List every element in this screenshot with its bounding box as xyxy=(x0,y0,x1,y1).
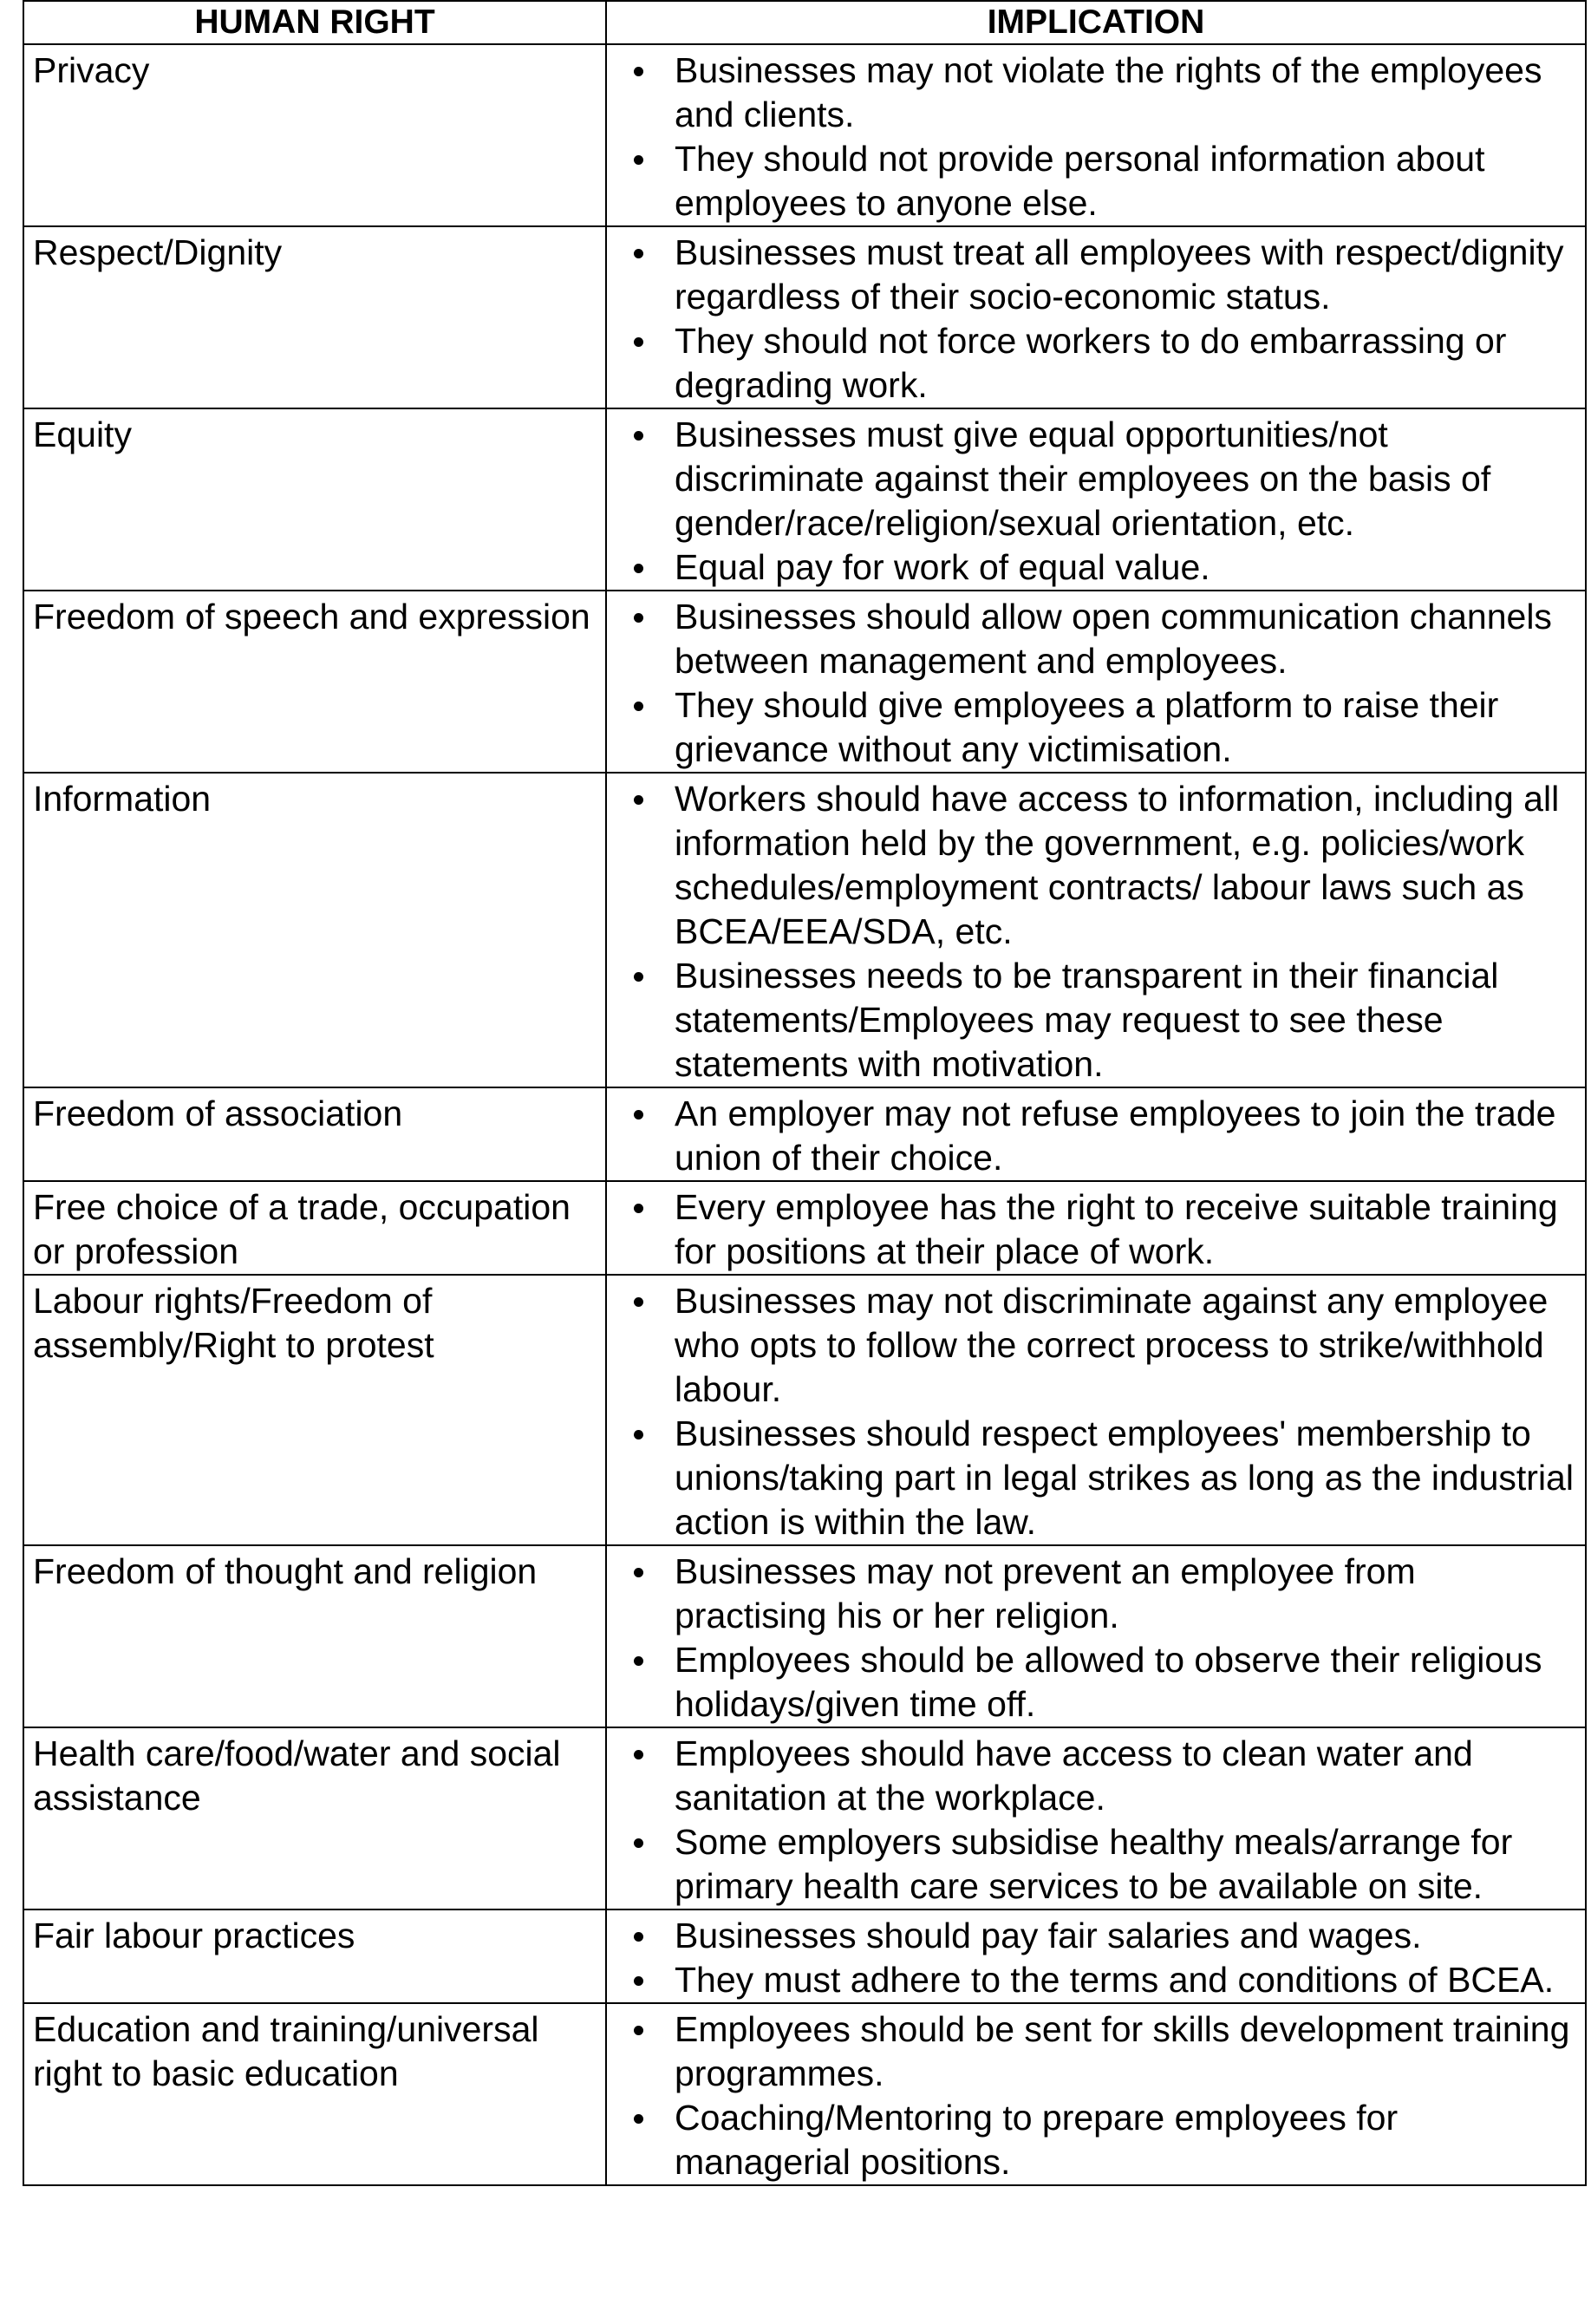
implication-cell xyxy=(606,1545,1586,1727)
table-row xyxy=(23,2003,1586,2185)
table-row xyxy=(23,1275,1586,1545)
implication-item: Coaching/Mentoring to prepare employees for managerial positions. xyxy=(607,2096,1576,2184)
human-right-cell: Labour rights/Freedom of assembly/Right to protest xyxy=(23,1275,606,1545)
human-right-cell: Freedom of speech and expression xyxy=(23,591,606,773)
implication-item: They should give employees a platform to raise their grievance without any victimisation. xyxy=(607,683,1576,772)
human-rights-table xyxy=(23,0,1587,2186)
human-right-cell: Respect/Dignity xyxy=(23,226,606,408)
table-header xyxy=(23,1,1586,44)
header-implication: IMPLICATION xyxy=(606,1,1586,44)
implication-cell xyxy=(606,1727,1586,1909)
implication-list xyxy=(607,49,1576,225)
implication-cell xyxy=(606,1181,1586,1275)
implication-item: Businesses must treat all employees with respect/dignity regardless of their socio-economic status. xyxy=(607,231,1576,319)
human-right-cell: Health care/food/water and social assistance xyxy=(23,1727,606,1909)
table-body xyxy=(23,44,1586,2185)
implication-cell xyxy=(606,1087,1586,1181)
implication-list xyxy=(607,777,1576,1087)
human-right-cell: Information xyxy=(23,773,606,1087)
table-row xyxy=(23,408,1586,591)
human-right-cell: Education and training/universal right to basic education xyxy=(23,2003,606,2185)
implication-item: Businesses should respect employees' membership to unions/taking part in legal strikes as long as the industrial action is within the law. xyxy=(607,1412,1576,1544)
implication-item: Businesses must give equal opportunities/not discriminate against their employees on the basis of gender/race/religion/sexual orientation, etc. xyxy=(607,413,1576,545)
human-right-cell: Fair labour practices xyxy=(23,1909,606,2003)
header-human-right: HUMAN RIGHT xyxy=(23,1,606,44)
implication-item: Employees should have access to clean water and sanitation at the workplace. xyxy=(607,1732,1576,1820)
implication-list xyxy=(607,1732,1576,1909)
implication-list xyxy=(607,1914,1576,2002)
implication-item: Businesses should allow open communication channels between management and employees. xyxy=(607,595,1576,683)
implication-item: They must adhere to the terms and conditions of BCEA. xyxy=(607,1958,1576,2002)
implication-cell xyxy=(606,591,1586,773)
implication-item: Employees should be sent for skills development training programmes. xyxy=(607,2007,1576,2096)
table-row xyxy=(23,44,1586,226)
implication-cell xyxy=(606,408,1586,591)
human-right-cell: Free choice of a trade, occupation or profession xyxy=(23,1181,606,1275)
implication-list xyxy=(607,1550,1576,1727)
implication-list xyxy=(607,1185,1576,1274)
human-right-cell: Equity xyxy=(23,408,606,591)
human-right-cell: Freedom of association xyxy=(23,1087,606,1181)
implication-item: Businesses may not discriminate against any employee who opts to follow the correct process to strike/withhold labour. xyxy=(607,1279,1576,1412)
implication-cell xyxy=(606,1275,1586,1545)
implication-cell xyxy=(606,44,1586,226)
implication-cell xyxy=(606,226,1586,408)
table-row xyxy=(23,1087,1586,1181)
implication-list xyxy=(607,1092,1576,1180)
table-row xyxy=(23,226,1586,408)
table-row xyxy=(23,773,1586,1087)
human-right-cell: Freedom of thought and religion xyxy=(23,1545,606,1727)
implication-item: Every employee has the right to receive suitable training for positions at their place of work. xyxy=(607,1185,1576,1274)
table-row xyxy=(23,1909,1586,2003)
implication-cell xyxy=(606,2003,1586,2185)
table-row xyxy=(23,1727,1586,1909)
implication-item: An employer may not refuse employees to join the trade union of their choice. xyxy=(607,1092,1576,1180)
table-row xyxy=(23,1181,1586,1275)
implication-item: They should not provide personal information about employees to anyone else. xyxy=(607,137,1576,225)
implication-list xyxy=(607,595,1576,772)
implication-item: They should not force workers to do embarrassing or degrading work. xyxy=(607,319,1576,408)
implication-item: Businesses should pay fair salaries and wages. xyxy=(607,1914,1576,1958)
implication-item: Businesses may not violate the rights of the employees and clients. xyxy=(607,49,1576,137)
implication-item: Workers should have access to information, including all information held by the government, e.g. policies/work schedules/employment contracts/ labour laws such as BCEA/EEA/SDA, etc. xyxy=(607,777,1576,954)
implication-item: Employees should be allowed to observe their religious holidays/given time off. xyxy=(607,1638,1576,1727)
implication-item: Businesses may not prevent an employee from practising his or her religion. xyxy=(607,1550,1576,1638)
implication-list xyxy=(607,413,1576,590)
implication-list xyxy=(607,231,1576,408)
implication-item: Some employers subsidise healthy meals/arrange for primary health care services to be available on site. xyxy=(607,1820,1576,1909)
implication-cell xyxy=(606,773,1586,1087)
implication-list xyxy=(607,1279,1576,1544)
table-row xyxy=(23,1545,1586,1727)
implication-item: Businesses needs to be transparent in their financial statements/Employees may request to see these statements with motivation. xyxy=(607,954,1576,1087)
implication-item: Equal pay for work of equal value. xyxy=(607,545,1576,590)
table-row xyxy=(23,591,1586,773)
implication-cell xyxy=(606,1909,1586,2003)
implication-list xyxy=(607,2007,1576,2184)
header-row xyxy=(23,1,1586,44)
human-right-cell: Privacy xyxy=(23,44,606,226)
